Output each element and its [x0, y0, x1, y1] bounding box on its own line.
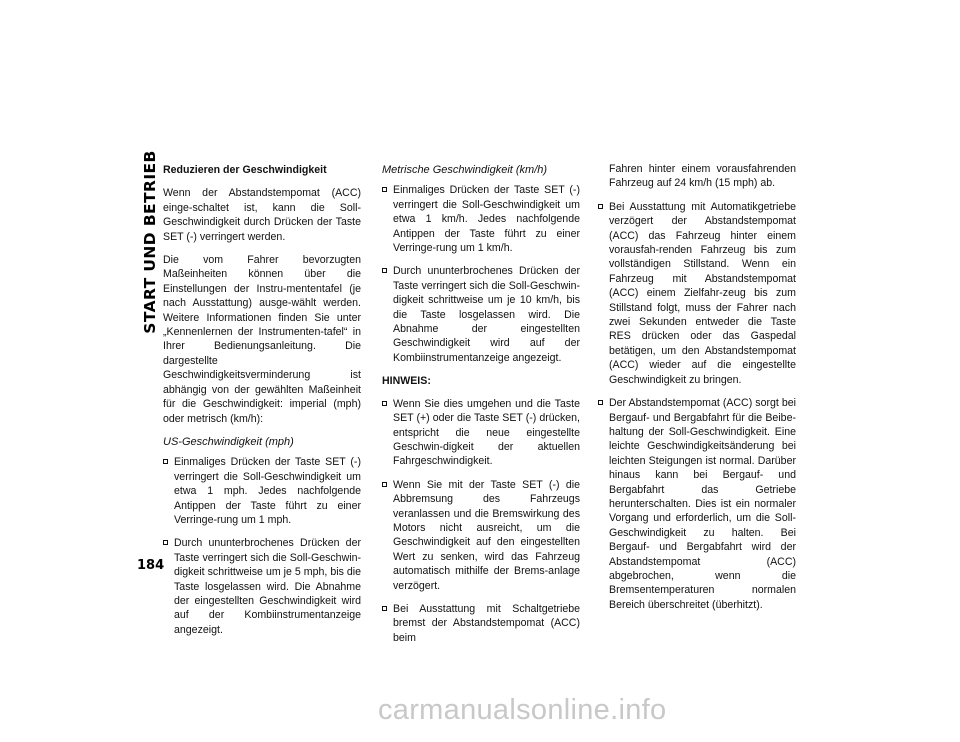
watermark-text: carmanualsonline.info	[378, 694, 667, 726]
checkbox-bullet-icon	[382, 187, 387, 192]
list-item-text: Der Abstandstempomat (ACC) sorgt bei Bergauf- und Bergabfahrt für die Beibe-haltung der Soll-Geschwindigkeit. Eine leichte Geschwindigkeitsänderung bei leichten Steigungen ist normal. Darüber hinaus kann bei Bergauf- und Bergabfahrt das Getriebe herunterschalten. Dies ist ein normaler Vorgang und erforderlich, um die Soll-Geschwindigkeit zu halten. Bei Bergauf- und Bergabfahrt wird der Abstandstempomat (ACC) abgebrochen, wenn die Bremsentemperaturen normalen Bereich überschreitet (überhitzt).	[609, 397, 796, 611]
column-3	[598, 163, 796, 621]
list-item-text: Durch ununterbrochenes Drücken der Taste verringert sich die Soll-Geschwin-digkeit schrittweise um je 10 km/h, bis die Taste losgelassen wird. Die Abnahme der eingestellten Geschwindigkeit wird auf der Kombiinstrumentanzeige angezeigt.	[393, 265, 580, 364]
checkbox-bullet-icon	[163, 459, 168, 464]
paragraph-acc-set: Wenn der Abstandstempomat (ACC) einge-schaltet ist, kann die Soll-Geschwindigkeit durch Drücken der Taste SET (-) verringert werden.	[163, 187, 361, 243]
list-item	[598, 200, 796, 387]
list-item	[382, 602, 580, 645]
checkbox-bullet-icon	[163, 540, 168, 545]
list-item	[598, 396, 796, 612]
list-item-text: Einmaliges Drücken der Taste SET (-) verringert die Soll-Geschwindigkeit um etwa 1 mph. Jedes nachfolgende Antippen der Taste führt zu einer Verringe-rung um 1 mph.	[174, 456, 361, 526]
continuation-text: Fahren hinter einem vorausfahrenden Fahrzeug auf 24 km/h (15 mph) ab.	[609, 163, 796, 190]
bullet-list-col3	[598, 200, 796, 612]
list-item	[382, 478, 580, 593]
list-item	[382, 264, 580, 365]
checkbox-bullet-icon	[382, 482, 387, 487]
list-item-text: Durch ununterbrochenes Drücken der Taste verringert sich die Soll-Geschwin-digkeit schrittweise um je 5 mph, bis die Taste losgelassen wird. Die Abnahme der eingestellten Geschwindigkeit wird auf der Kombiinstrumentanzeige angezeigt.	[174, 537, 361, 636]
list-item-text: Wenn Sie dies umgehen und die Taste SET (+) oder die Taste SET (-) drücken, entspricht die neue eingestellte Geschwin-digkeit der aktuellen Fahrgeschwindigkeit.	[393, 397, 580, 468]
checkbox-bullet-icon	[382, 401, 387, 406]
list-item-text: Bei Ausstattung mit Automatikgetriebe verzögert der Abstandstempomat (ACC) das Fahrzeug hinter einem vorausfah-renden Fahrzeug bis zum vollständigen Stillstand. Wenn ein Fahrzeug mit Abstandstempomat (ACC) einem Zielfahr-zeug bis zum Stillstand folgt, muss der Fahrer nach zwei Sekunden entweder die Taste RES drücken oder das Gaspedal betätigen, um den Abstandstempomat (ACC) wieder auf die eingestellte Geschwindigkeit zu bringen.	[609, 200, 796, 386]
list-item-text: Wenn Sie mit der Taste SET (-) die Abbremsung des Fahrzeugs veranlassen und die Bremswirkung des Motors nicht ausreicht, um die Geschwindigkeit auf den eingestellten Wert zu senken, wird das Fahrzeug automatisch mithilfe der Brems-anlage verzögert.	[393, 478, 580, 592]
list-item	[163, 455, 361, 527]
column-1	[163, 163, 361, 646]
checkbox-bullet-icon	[382, 268, 387, 273]
page-number: 184	[137, 558, 165, 573]
checkbox-bullet-icon	[598, 204, 603, 209]
checkbox-bullet-icon	[598, 400, 603, 405]
bullet-list-metric	[382, 183, 580, 365]
list-item	[163, 536, 361, 637]
checkbox-bullet-icon	[382, 606, 387, 611]
list-item-text: Bei Ausstattung mit Schaltgetriebe bremst der Abstandstempomat (ACC) beim	[393, 602, 580, 644]
list-item-text: Einmaliges Drücken der Taste SET (-) verringert die Soll-Geschwindigkeit um etwa 1 km/h. Jedes nachfolgende Antippen der Taste führt zu einer Verringe-rung um 1 km/h.	[393, 184, 580, 255]
bullet-list-us	[163, 455, 361, 637]
list-item	[382, 183, 580, 255]
column-2	[382, 163, 580, 654]
paragraph-units: Die vom Fahrer bevorzugten Maßeinheiten können über die Einstellungen der Instru-mententafel (je nach Ausstattung) ausge-wählt werden. Weitere Informationen finden Sie unter „Kennenlernen der Instrumenten-tafel“ in Ihrer Bedienungsanleitung. Die dargestellte Geschwindigkeitsverminderung ist abhängig von der gewählten Maßeinheit für die Geschwindigkeit: imperial (mph) oder metrisch (km/h):	[163, 254, 361, 425]
section-heading: Reduzieren der Geschwindigkeit	[163, 164, 327, 176]
bullet-list-notes	[382, 397, 580, 646]
section-side-title	[138, 150, 162, 334]
list-item	[382, 397, 580, 469]
subheading-metric: Metrische Geschwindigkeit (km/h)	[382, 164, 548, 176]
section-side-title-text: START UND BETRIEB	[141, 150, 159, 334]
subheading-us: US-Geschwindigkeit (mph)	[163, 435, 294, 448]
note-heading: HINWEIS:	[382, 375, 431, 388]
